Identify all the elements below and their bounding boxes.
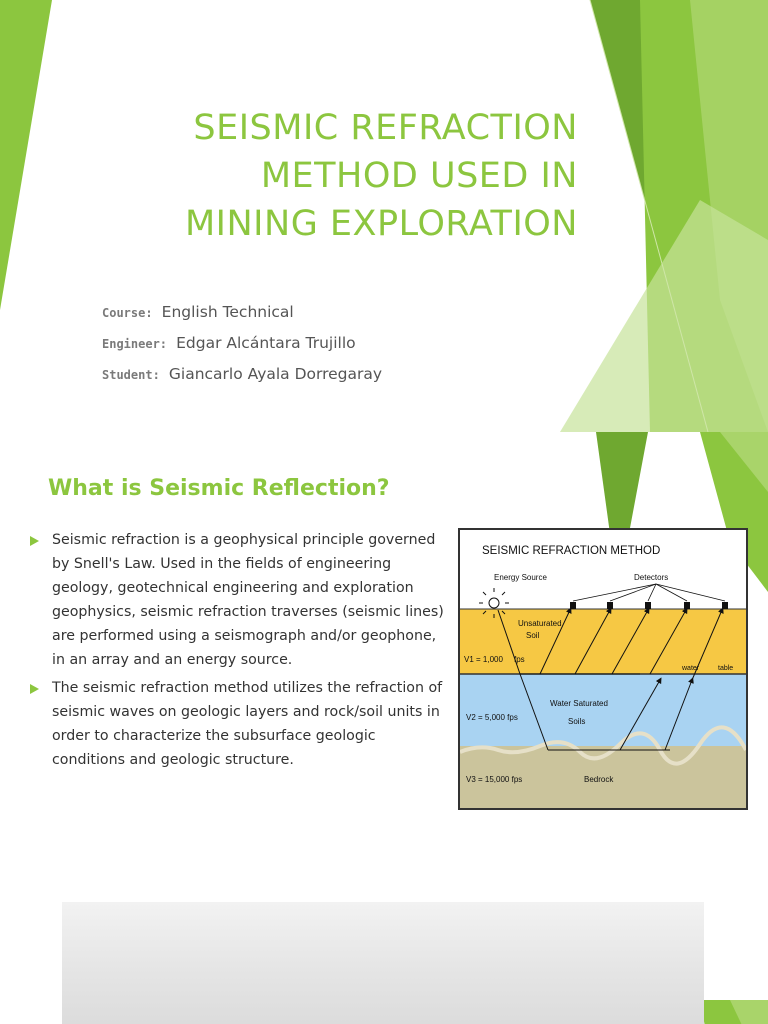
student-label: Student:	[102, 368, 160, 382]
detectors-label: Detectors	[634, 573, 669, 582]
slide-title: SEISMIC REFRACTION METHOD USED IN MINING EXPLORATION	[184, 108, 578, 244]
detector-array	[570, 602, 728, 609]
bullet-text: The seismic refraction method utilizes the refraction of seismic waves on geologic layers and rock/soil units in order to characterize the subsurface geologic conditions and geologic structure.	[52, 680, 443, 768]
engineer-value: Edgar Alcántara Trujillo	[176, 334, 356, 352]
title-slide	[0, 0, 768, 432]
course-value: English Technical	[161, 303, 294, 321]
bullet-item	[28, 528, 448, 672]
v3-label: V3 = 15,000 fps	[466, 775, 523, 784]
bullet-text: Seismic refraction is a geophysical principle governed by Snell's Law. Used in the fields of engineering geology, geotechnical engineering and exploration geophysics, seismic refraction traverses (seismic lines) are performed using a seismograph and/or geophone, in an array and an energy source.	[52, 532, 444, 668]
v1-unit-label: fps	[514, 655, 525, 664]
seismic-diagram-svg	[460, 530, 746, 808]
bullet-list	[28, 528, 448, 776]
course-row	[102, 296, 582, 327]
course-label: Course:	[102, 306, 153, 320]
content-slide	[0, 432, 768, 864]
student-value: Giancarlo Ayala Dorregaray	[168, 365, 383, 383]
partial-slide	[0, 864, 768, 1024]
soil-layer	[460, 609, 746, 674]
soils-label: Soils	[568, 717, 586, 726]
bullet-item	[28, 676, 448, 772]
slide-photo	[62, 902, 704, 1024]
seismic-diagram	[458, 528, 748, 810]
energy-source-label: Energy Source	[494, 573, 547, 582]
v2-label: V2 = 5,000 fps	[466, 713, 518, 722]
bullet-arrow-icon	[30, 684, 39, 694]
unsaturated-label: Unsaturated	[518, 619, 562, 628]
water-saturated-label: Water Saturated	[550, 699, 608, 708]
detector-pointer-lines	[573, 584, 725, 601]
bullet-arrow-icon	[30, 536, 39, 546]
author-info	[102, 296, 582, 389]
diagram-title: SEISMIC REFRACTION METHOD	[482, 545, 661, 557]
water-label: water	[682, 665, 700, 672]
left-green-stripe	[0, 0, 52, 310]
engineer-row	[102, 327, 582, 358]
bedrock-label: Bedrock	[584, 775, 614, 784]
student-row	[102, 358, 582, 389]
section-heading: What is Seismic Reflection?	[48, 476, 390, 501]
soil-label: Soil	[526, 631, 540, 640]
engineer-label: Engineer:	[102, 337, 168, 351]
table-label: table	[718, 665, 734, 672]
v1-label: V1 = 1,000	[464, 655, 503, 664]
